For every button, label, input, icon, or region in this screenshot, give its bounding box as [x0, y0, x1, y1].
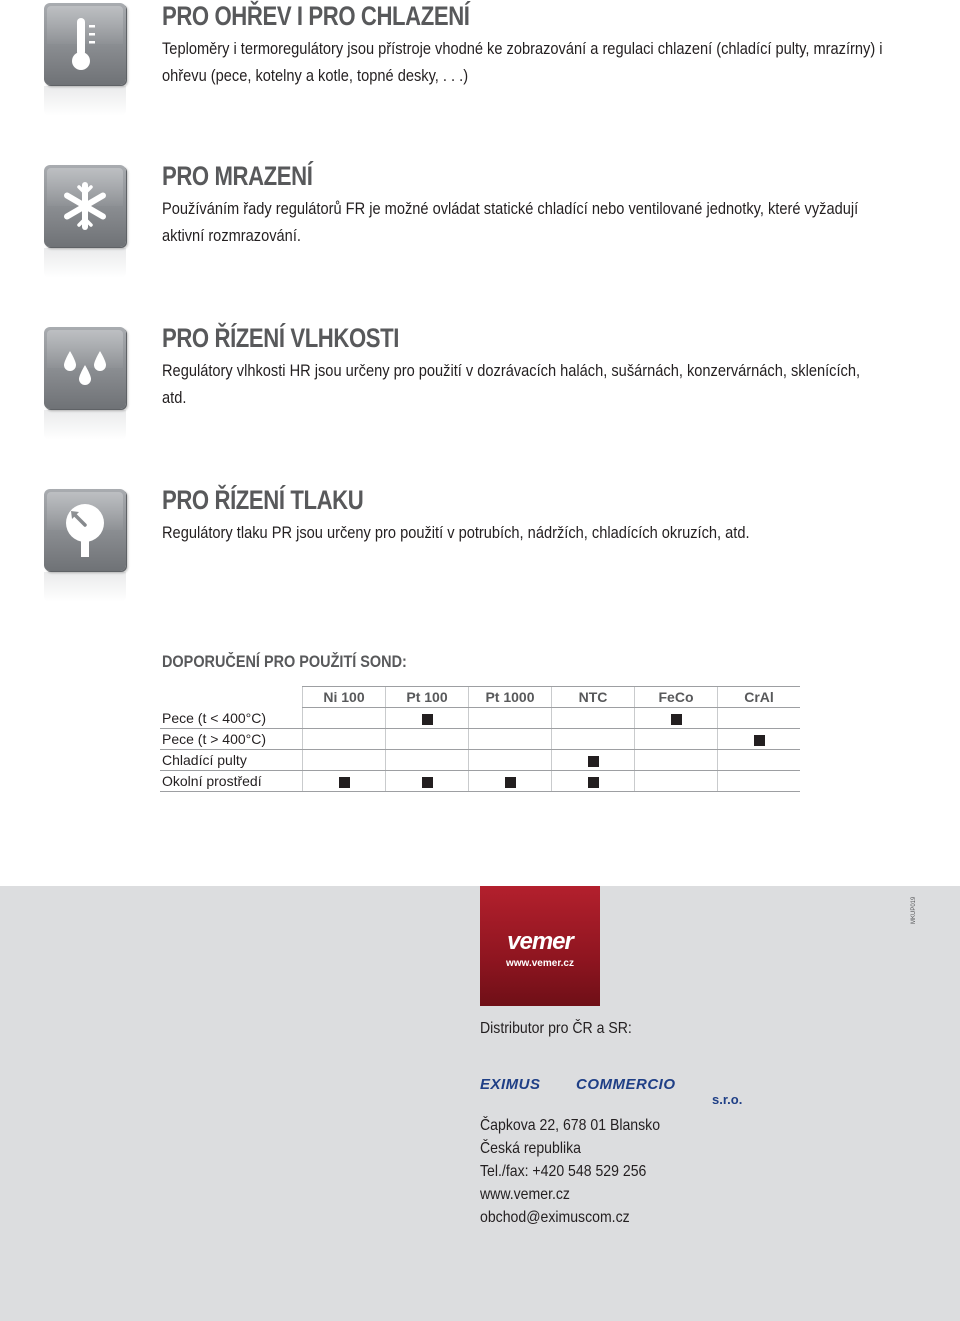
table-cell	[303, 708, 386, 729]
table-cell	[635, 729, 718, 750]
table-cell	[552, 708, 635, 729]
table-cell	[718, 729, 801, 750]
table-cell	[635, 771, 718, 792]
contact-info	[480, 1114, 660, 1229]
table-cell	[635, 708, 718, 729]
footer	[0, 886, 960, 1321]
column-header: Pt 1000	[469, 687, 552, 708]
document-code: MKUP019	[911, 896, 917, 924]
row-label: Chladící pulty	[160, 750, 303, 771]
column-header: Pt 100	[386, 687, 469, 708]
row-label: Pece (t < 400°C)	[160, 708, 303, 729]
brand-name: vemer	[507, 928, 573, 955]
column-header: FeCo	[635, 687, 718, 708]
contact-address: Čapkova 22, 678 01 Blansko	[480, 1117, 661, 1134]
table-cell	[469, 771, 552, 792]
eximus-commercio-logo	[480, 1072, 760, 1112]
table-cell	[552, 750, 635, 771]
table-cell	[718, 708, 801, 729]
table-cell	[718, 750, 801, 771]
probe-table	[160, 686, 800, 792]
section-text: Regulátory tlaku PR jsou určeny pro použití v potrubích, nádržích, chladících okruzích, atd.	[162, 523, 750, 542]
table-cell	[718, 771, 801, 792]
recommended-mark	[505, 777, 516, 788]
row-label: Okolní prostředí	[160, 771, 303, 792]
thermometer-icon	[60, 15, 110, 73]
section-title: PRO MRAZENÍ	[162, 161, 313, 191]
table-cell	[552, 729, 635, 750]
section-title: PRO ŘÍZENÍ TLAKU	[162, 485, 364, 515]
recommended-mark	[422, 777, 433, 788]
table-cell	[386, 771, 469, 792]
column-header: NTC	[552, 687, 635, 708]
contact-email[interactable]: obchod@eximuscom.cz	[480, 1209, 630, 1226]
table-cell	[386, 708, 469, 729]
partner-name-part1: EXIMUS	[480, 1076, 541, 1093]
recommended-mark	[588, 756, 599, 767]
table-cell	[386, 750, 469, 771]
section-text: Používáním řady regulátorů FR je možné ovládat statické chladící nebo ventilované jednotky, které vyžadují aktivní rozmrazování.	[162, 199, 859, 245]
section-text: Regulátory vlhkosti HR jsou určeny pro použití v dozrávacích halách, sušárnách, konzervárnách, sklenících, atd.	[162, 361, 861, 407]
distributor-label: Distributor pro ČR a SR:	[480, 1020, 632, 1037]
probe-table-header	[160, 687, 800, 708]
table-row	[160, 750, 800, 771]
pressure-gauge-icon	[60, 501, 110, 559]
table-cell	[635, 750, 718, 771]
table-cell	[303, 729, 386, 750]
pressure-gauge-tile	[44, 489, 128, 602]
section-title: PRO ŘÍZENÍ VLHKOSTI	[162, 323, 400, 353]
column-header: Ni 100	[303, 687, 386, 708]
column-header: CrAl	[718, 687, 801, 708]
recommended-mark	[339, 777, 350, 788]
recommended-mark	[422, 714, 433, 725]
contact-website[interactable]: www.vemer.cz	[480, 1186, 570, 1203]
table-cell	[469, 750, 552, 771]
recommended-mark	[754, 735, 765, 746]
thermometer-tile	[44, 3, 128, 116]
table-row	[160, 708, 800, 729]
partner-name-part2: COMMERCIO	[576, 1076, 676, 1093]
water-drops-icon	[60, 343, 110, 393]
table-cell	[303, 750, 386, 771]
table-cell	[469, 729, 552, 750]
recommended-mark	[671, 714, 682, 725]
recommended-mark	[588, 777, 599, 788]
water-drops-tile	[44, 327, 128, 440]
table-row	[160, 729, 800, 750]
table-cell	[303, 771, 386, 792]
probe-table-title: DOPORUČENÍ PRO POUŽITÍ SOND:	[162, 652, 407, 671]
vemer-logo	[480, 886, 600, 1006]
contact-phone: Tel./fax: +420 548 529 256	[480, 1163, 647, 1180]
table-row	[160, 771, 800, 792]
table-cell	[386, 729, 469, 750]
table-cell	[469, 708, 552, 729]
snowflake-icon	[59, 180, 111, 232]
section-text: Teploměry i termoregulátory jsou přístroje vhodné ke zobrazování a regulaci chlazení (chladící pulty, mrazírny) i ohřevu (pece, kotelny a kotle, topné desky, . . .)	[162, 39, 883, 85]
row-label: Pece (t > 400°C)	[160, 729, 303, 750]
partner-suffix: s.r.o.	[712, 1092, 743, 1107]
section-title: PRO OHŘEV I PRO CHLAZENÍ	[162, 1, 470, 31]
snowflake-tile	[44, 165, 128, 278]
brand-url: www.vemer.cz	[506, 958, 574, 969]
contact-country: Česká republika	[480, 1140, 581, 1157]
table-cell	[552, 771, 635, 792]
